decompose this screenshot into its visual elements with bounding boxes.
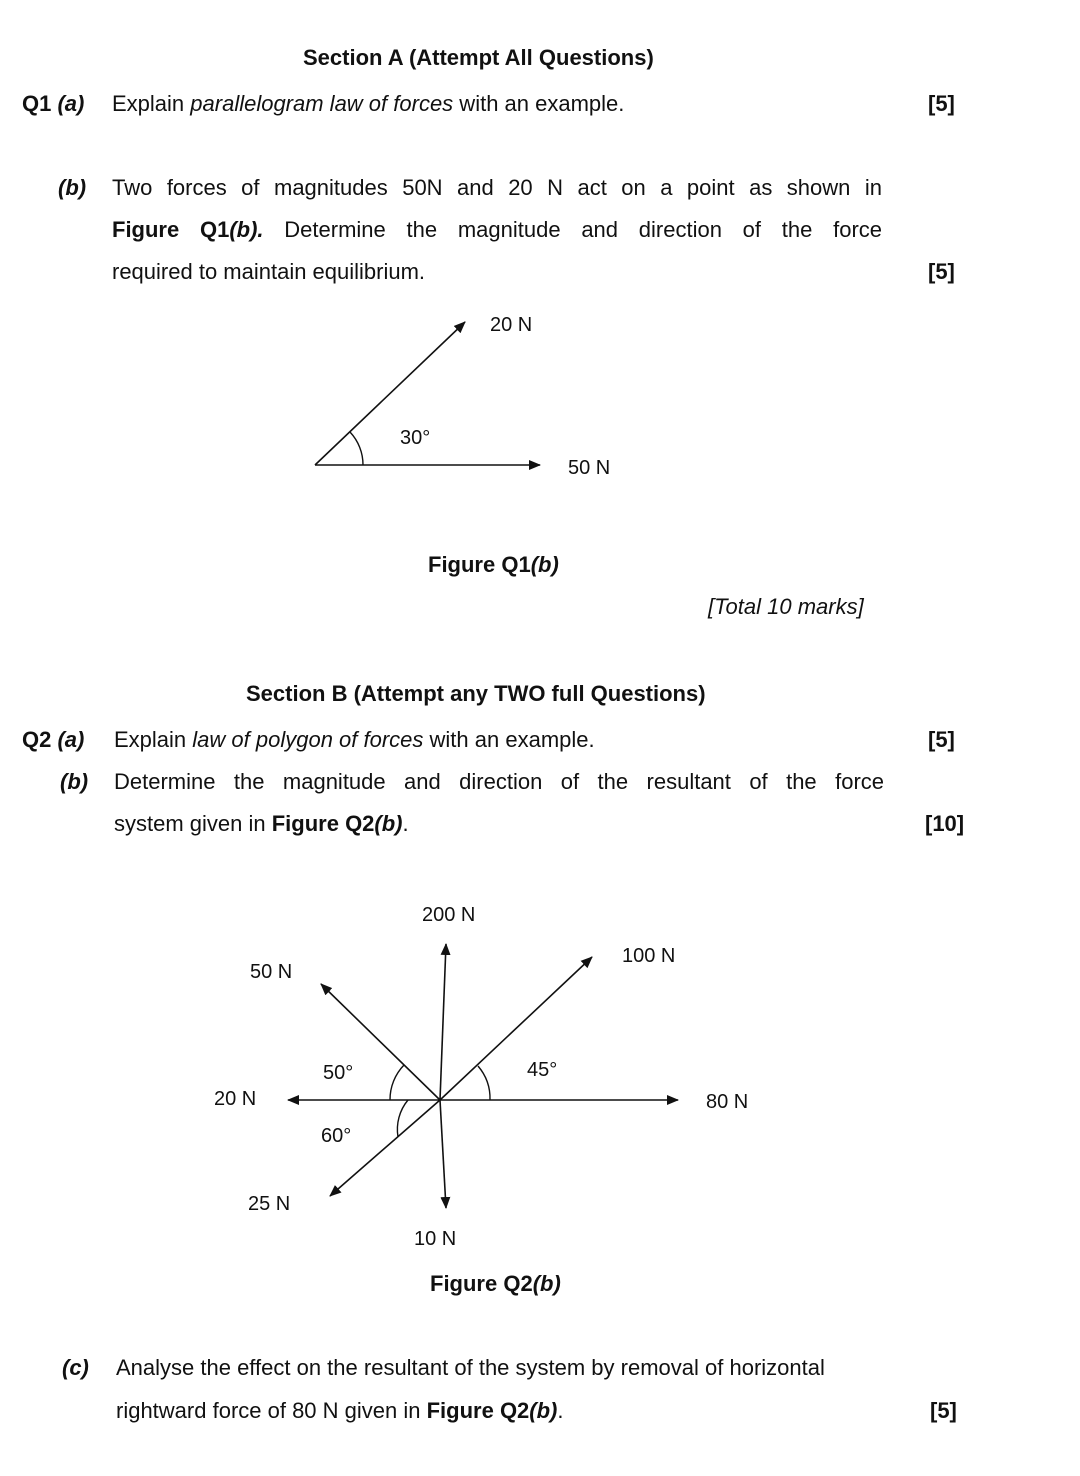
q1b-line1: Two forces of magnitudes 50N and 20 N act on a point as shown in: [112, 175, 882, 200]
q1a-post: with an example.: [453, 91, 625, 116]
q1b-marks: [5]: [928, 259, 955, 284]
q1a-marks: [5]: [928, 91, 955, 116]
q2a-post: with an example.: [423, 727, 595, 752]
q1a-pre: Explain: [112, 91, 191, 116]
q2a-pre: Explain: [114, 727, 193, 752]
q2b-fig-ref: Figure Q2: [271, 811, 375, 836]
label-30deg: 30°: [400, 427, 431, 449]
section-b-title: Section B (Attempt any TWO full Questions): [246, 681, 706, 706]
q2b-part: (b): [60, 769, 89, 794]
q2c-part: (c): [62, 1355, 89, 1380]
q2-number: [22, 729, 84, 751]
q2a-marks: [5]: [928, 727, 955, 752]
label-25n: 25 N: [248, 1193, 291, 1215]
q2b-fig-ref-part: (b): [374, 811, 403, 836]
figure-q2b: [214, 904, 748, 1250]
q1b-fig-ref-part: (b).: [229, 217, 264, 242]
caption-italic: (b): [530, 552, 559, 577]
label-50n: 50 N: [568, 457, 611, 479]
q1b-line2-rest: Determine the magnitude and direction of the force: [263, 217, 883, 242]
q1-total-marks: [Total 10 marks]: [708, 594, 864, 619]
q2c-line2: [116, 1400, 564, 1422]
caption-italic: (b): [532, 1271, 561, 1296]
label-200n: 200 N: [422, 904, 476, 926]
angle-arc: [350, 432, 363, 465]
label-60deg: 60°: [321, 1125, 352, 1147]
figure-q2b-caption: [430, 1273, 561, 1295]
q2a-part: (a): [57, 727, 85, 752]
label-20n: 20 N: [490, 314, 533, 336]
label-20n: 20 N: [214, 1088, 257, 1110]
force-25n-arrow: [330, 1100, 440, 1196]
q1a-part: (a): [57, 91, 85, 116]
angle-50-arc: [390, 1065, 404, 1100]
angle-45-arc: [478, 1066, 490, 1100]
q1b-line3: required to maintain equilibrium.: [112, 259, 426, 284]
label-50deg: 50°: [323, 1062, 354, 1084]
label-45deg: 45°: [527, 1059, 558, 1081]
force-10n-arrow: [440, 1100, 446, 1208]
angle-60-arc: [397, 1100, 408, 1137]
force-20n-arrow: [315, 322, 465, 465]
q2-label: Q2: [22, 727, 52, 752]
q2c-fig-ref-part: (b): [529, 1398, 558, 1423]
label-50n: 50 N: [250, 961, 293, 983]
q2c-marks: [5]: [930, 1398, 957, 1423]
q2b-marks: [10]: [925, 811, 965, 836]
figure-q1b-caption: [428, 554, 559, 576]
q1-label: Q1: [22, 91, 52, 116]
q1b-part: (b): [58, 175, 87, 200]
force-200n-arrow: [440, 944, 446, 1100]
label-100n: 100 N: [622, 945, 676, 967]
q2b-line2-pre: system given in: [114, 811, 272, 836]
section-a-title: Section A (Attempt All Questions): [303, 45, 654, 70]
q2c-fig-ref: Figure Q2: [426, 1398, 530, 1423]
q2c-line2-pre: rightward force of 80 N given in: [116, 1398, 427, 1423]
q1b-fig-ref: Figure Q1: [112, 217, 230, 242]
q2b-line2-post: .: [402, 811, 409, 836]
caption-bold: Figure Q1: [428, 552, 531, 577]
q2b-line1: Determine the magnitude and direction of the resultant of the force: [114, 769, 884, 794]
q2b-line2: [114, 813, 409, 835]
q2a-italic: law of polygon of forces: [192, 727, 424, 752]
q1a-italic: parallelogram law of forces: [190, 91, 454, 116]
q2a-text: [114, 729, 595, 751]
figure-q1b: [315, 314, 610, 479]
label-80n: 80 N: [706, 1091, 749, 1113]
label-10n: 10 N: [414, 1228, 457, 1250]
q2c-line1: Analyse the effect on the resultant of the system by removal of horizontal: [116, 1355, 825, 1380]
q2c-line2-post: .: [557, 1398, 564, 1423]
caption-bold: Figure Q2: [430, 1271, 533, 1296]
force-100n-arrow: [440, 957, 592, 1100]
